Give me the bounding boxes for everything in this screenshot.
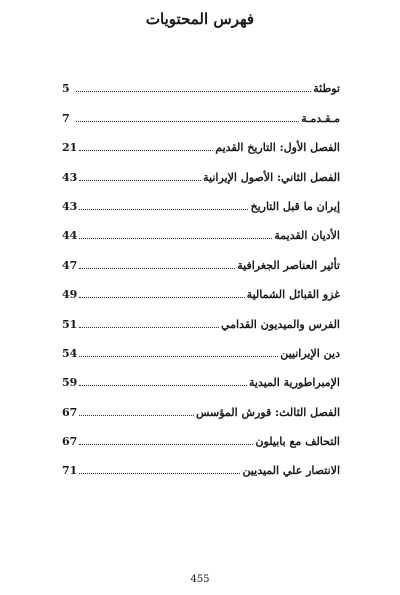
toc-entry-title: مـقـدمـة bbox=[301, 111, 340, 125]
toc-entry bbox=[62, 448, 340, 477]
dot-leader bbox=[76, 91, 311, 92]
dot-leader bbox=[79, 238, 272, 239]
toc-entry bbox=[62, 154, 340, 183]
toc-entry bbox=[62, 242, 340, 271]
toc-page-number: 49 bbox=[62, 288, 78, 302]
toc-page-number: 71 bbox=[62, 464, 78, 478]
toc-entry-title: غزو القبائل الشمالية bbox=[246, 288, 340, 302]
toc-page-number: 67 bbox=[62, 435, 78, 449]
toc-entry-title: إيران ما قبل التاريخ bbox=[250, 199, 340, 213]
toc-entry-title: الإمبراطورية الميدية bbox=[248, 376, 340, 390]
toc-page-number: 54 bbox=[62, 346, 78, 360]
toc-entry bbox=[62, 419, 340, 448]
toc-entry bbox=[62, 66, 340, 95]
dot-leader bbox=[76, 121, 299, 122]
toc-page-number: 67 bbox=[62, 405, 78, 419]
toc-entry bbox=[62, 331, 340, 360]
dot-leader bbox=[79, 268, 235, 269]
toc-page-number: 43 bbox=[62, 170, 78, 184]
toc-entry-title: الفرس والميديون القدامي bbox=[221, 317, 340, 331]
toc-entry-title: الانتصار علي الميديين bbox=[242, 464, 340, 478]
toc-page-number: 5 bbox=[62, 82, 70, 96]
dot-leader bbox=[79, 327, 219, 328]
toc-entry-title: التحالف مع بابيلون bbox=[255, 435, 340, 449]
toc-page-number: 43 bbox=[62, 199, 78, 213]
dot-leader bbox=[79, 385, 247, 386]
table-of-contents bbox=[62, 66, 340, 477]
dot-leader bbox=[79, 356, 278, 357]
toc-entry bbox=[62, 125, 340, 154]
toc-entry bbox=[62, 95, 340, 124]
toc-entry bbox=[62, 213, 340, 242]
dot-leader bbox=[79, 297, 244, 298]
toc-entry bbox=[62, 301, 340, 330]
toc-entry-title: تأثير العناصر الجغرافية bbox=[237, 258, 340, 272]
toc-entry-title: الفصل الثاني: الأصول الإيرانية bbox=[203, 170, 340, 184]
toc-page-number: 44 bbox=[62, 229, 78, 243]
dot-leader bbox=[79, 150, 213, 151]
toc-entry-title: دين الإيرانيين bbox=[280, 346, 340, 360]
toc-entry-title: توطئة bbox=[313, 82, 340, 96]
toc-page-number: 7 bbox=[62, 111, 70, 125]
dot-leader bbox=[79, 415, 194, 416]
toc-entry bbox=[62, 272, 340, 301]
toc-entry-title: الفصل الثالث: قورش المؤسس bbox=[196, 405, 340, 419]
toc-page-number: 51 bbox=[62, 317, 78, 331]
toc-entry bbox=[62, 389, 340, 418]
toc-entry-title: الأديان القديمة bbox=[274, 229, 340, 243]
dot-leader bbox=[79, 473, 240, 474]
toc-page-number: 59 bbox=[62, 376, 78, 390]
toc-entry bbox=[62, 360, 340, 389]
dot-leader bbox=[79, 180, 201, 181]
toc-entry-title: الفصل الأول: التاريخ القديم bbox=[215, 141, 340, 155]
toc-entry bbox=[62, 184, 340, 213]
toc-page-number: 47 bbox=[62, 258, 78, 272]
toc-page-number: 21 bbox=[62, 141, 78, 155]
dot-leader bbox=[79, 444, 253, 445]
page-title: فهرس المحتويات bbox=[145, 10, 255, 28]
page-number: 455 bbox=[190, 574, 210, 585]
dot-leader bbox=[79, 209, 248, 210]
